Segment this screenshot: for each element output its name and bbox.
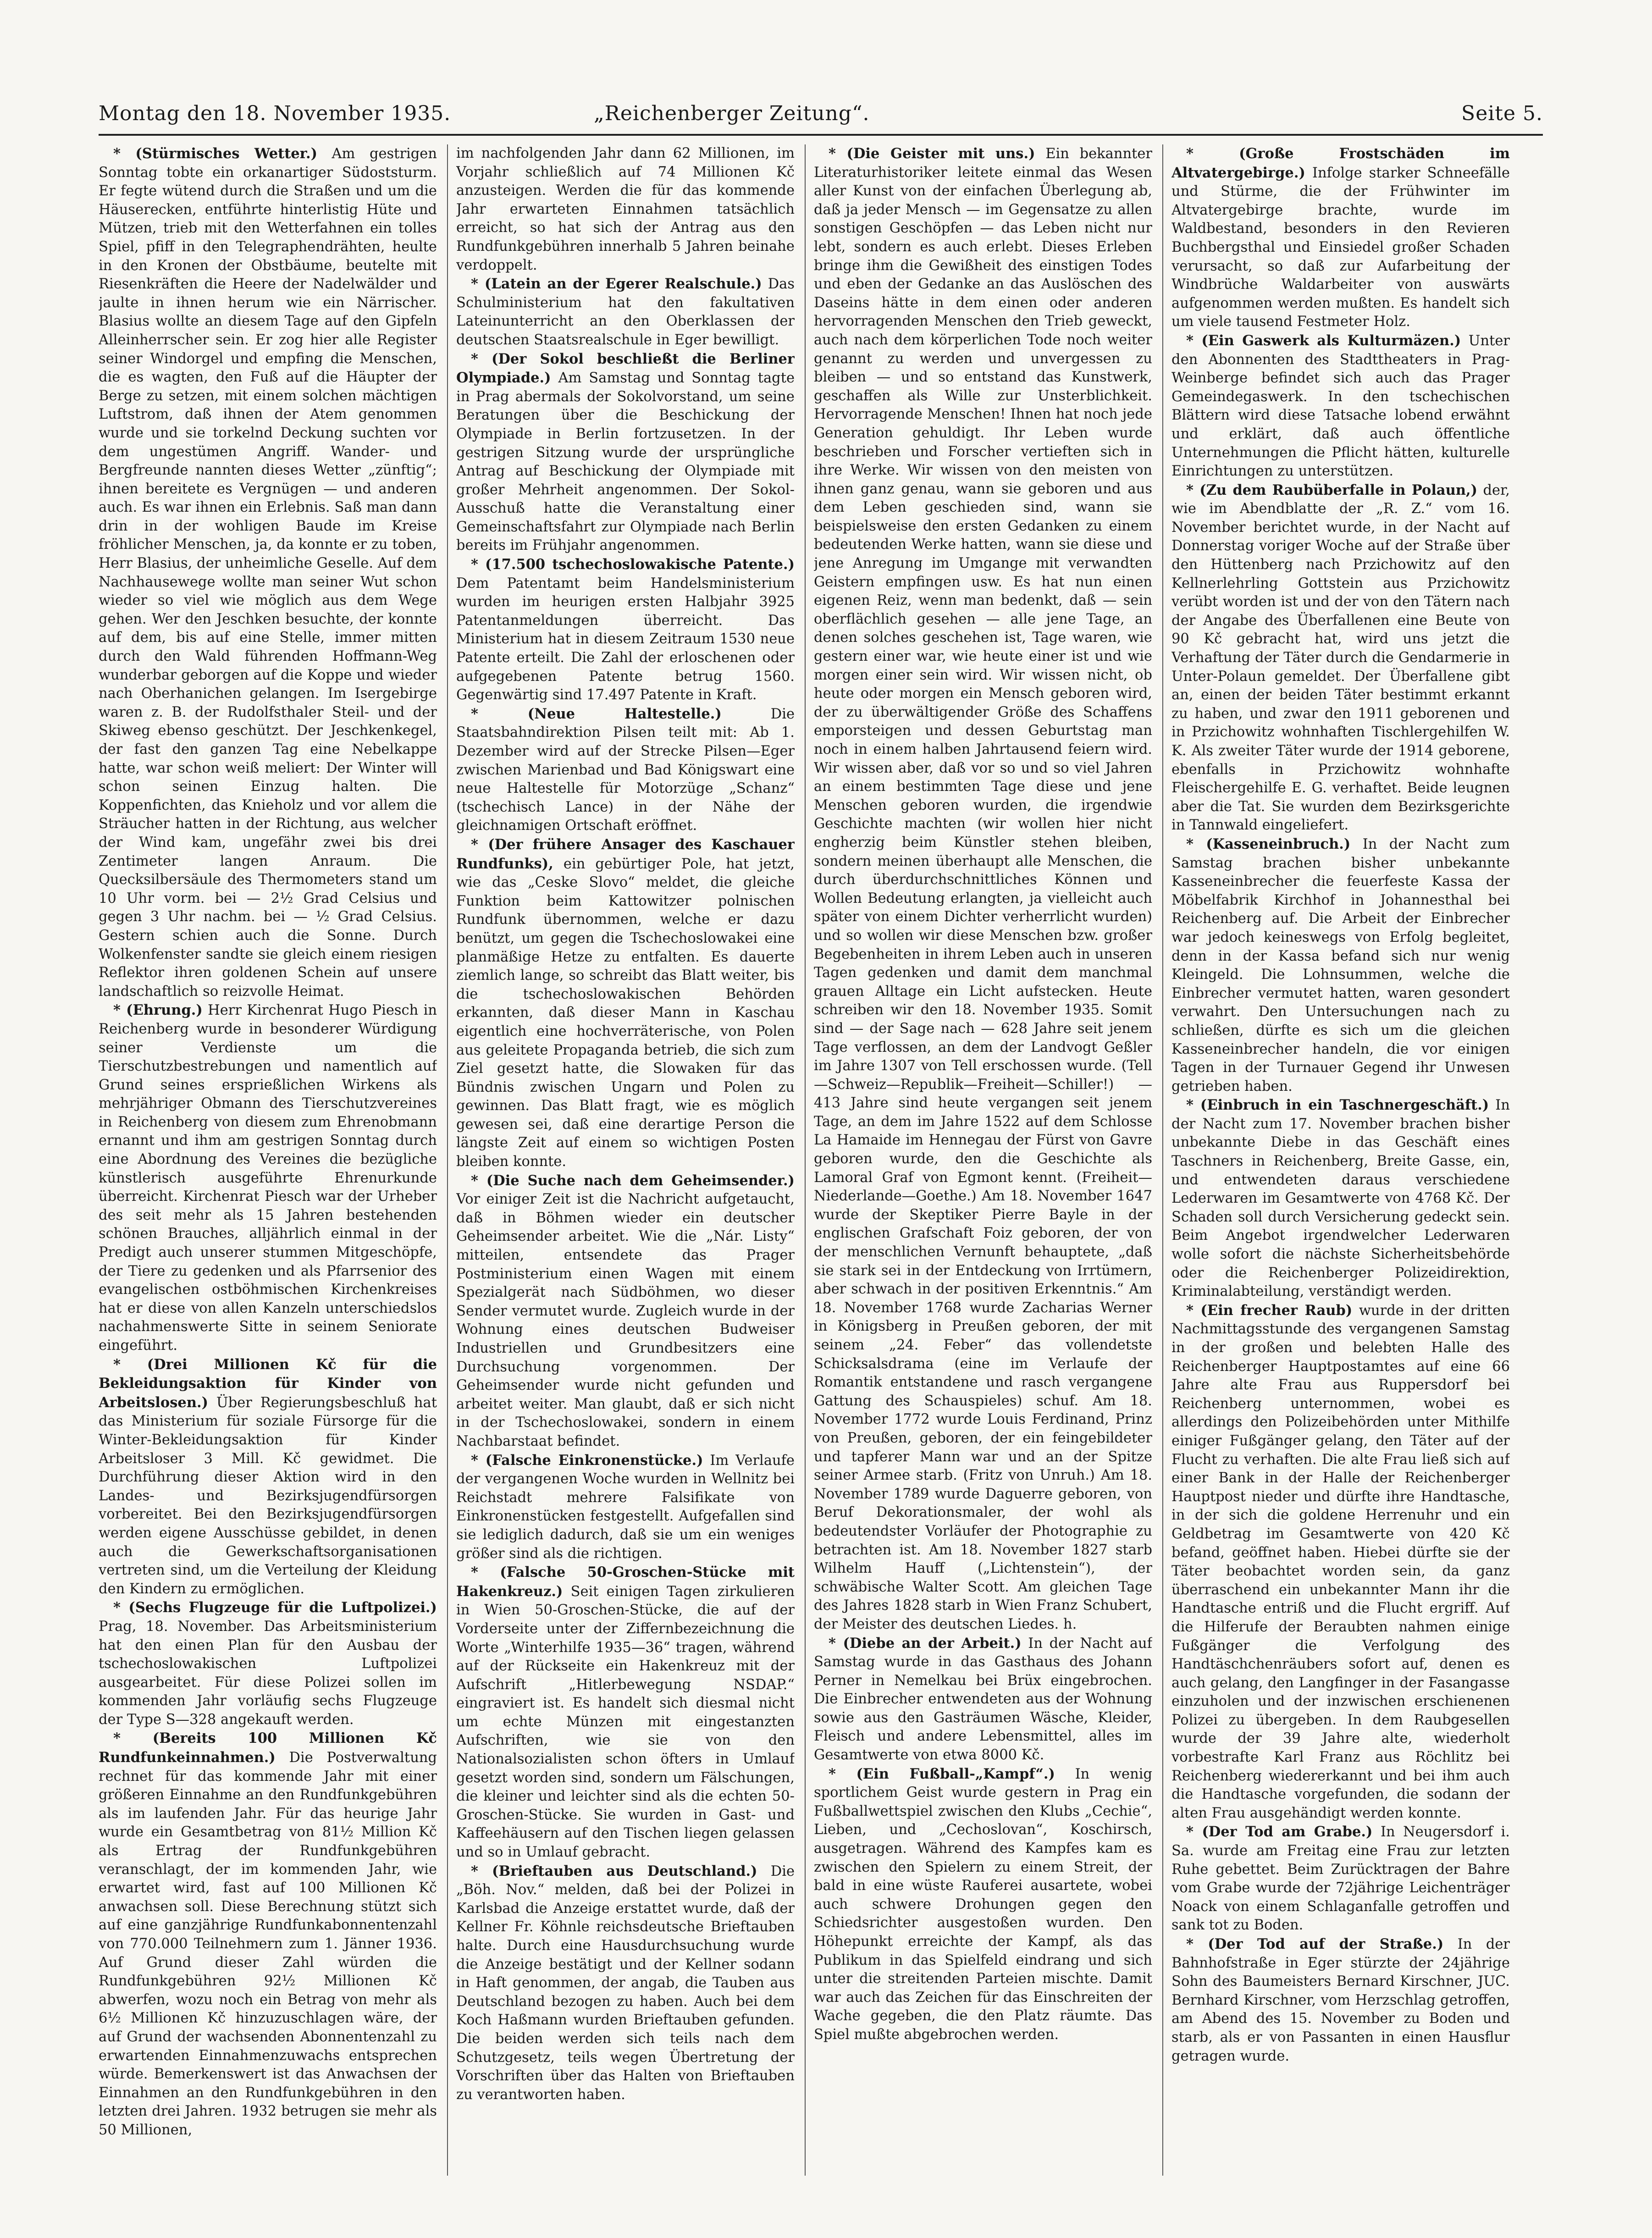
article-text: Infolge starker Schneefälle und Stürme, die der Frühwinter im Altvatergebirge brachte, wurde im Waldbestand, besonders in den Revieren Buchbergsthal und Einsiedel großer Schaden verursacht, so daß zur Aufarbeitung der Windbrüche Waldarbeiter von auswärts aufgenommen werden mußten. Es handelt sich um viele tausend Festmeter Holz. [1171,165,1510,330]
article-title: * (Der frühere Ansager des Kaschauer Rundfunks), [456,836,795,872]
article-text: ein gebürtiger Pole, hat jetzt, wie das „Ceske Slovo“ meldet, die gleiche Funktion beim Kattowitzer polnischen Rundfunk übernommen, welche er dazu benützt, um gegen die Tschechoslowakei eine planmäßige Hetze zu entfalten. Es dauerte ziemlich lange, so schreibt das Blatt weiter, bis die tschechoslowakischen Behörden erkannten, daß dieser Mann in Kaschau eigentlich eine hochverräterische, von Polen aus geleitete Propaganda betrieb, die sich zum Ziel gesetzt hatte, die Slowaken für das Bündnis zwischen Ungarn und Polen zu gewinnen. Das Blatt fragt, wie es möglich gewesen sei, daß eine derartige Person die längste Zeit auf einem so wichtigen Posten bleiben konnte. [456,856,795,1170]
article-text: Vor einiger Zeit ist die Nachricht aufgetaucht, daß in Böhmen wieder ein deutscher Geheimsender arbeitet. Wie die „Nár. Listy“ mitteilen, entsendete das Prager Postministerium einen Wagen mit einem Spezialgerät nach Südböhmen, wo dieser Sender vermutet wurde. Zugleich wurde in der Wohnung eines deutschen Budweiser Industriellen und Grundbesitzers eine Durchsuchung vorgenommen. Der Geheimsender wurde nicht gefunden und arbeitet weiter. Man glaubt, daß er sich nicht in der Tschechoslowakei, sondern in einem Nachbarstaat befindet. [456,1191,795,1449]
article-title: * (Latein an der Egerer Realschule.) [471,276,762,293]
issue-date: Montag den 18. November 1935. [99,102,451,125]
article [1171,1935,1510,2066]
page-number: Seite 5. [1461,102,1543,125]
article-title: * (Der Tod auf der Straße.) [1186,1936,1444,1952]
column-2 [456,144,795,2176]
article-text: In der Nacht zum Samstag brachen bisher unbekannte Kasseneinbrecher die feuerfeste Kassa der Möbelfabrik Kirchhof in Johannesthal bei Reichenberg auf. Die Arbeit der Einbrecher war jedoch keineswegs von Erfolg begleitet, denn in der Kassa befand sich nur wenig Kleingeld. Die Lohnsummen, welche die Einbrecher vermutet hatten, waren gesondert verwahrt. Den Untersuchungen nach zu schließen, dürfte es sich um die gleichen Kasseneinbrecher handeln, die vor einigen Tagen in der Turnauer Gegend ihr Unwesen getrieben haben. [1171,836,1510,1094]
article-title: * (Der Tod am Grabe.) [1186,1824,1373,1840]
article-text: In der Nacht zum 17. November brachen bisher unbekannte Diebe in das Geschäft eines Taschners in Reichenberg, Breite Gasse, ein, und entwendeten daraus verschiedene Lederwaren im Gesamtwerte von 4768 Kč. Der Schaden soll durch Versicherung gedeckt sein. Beim Angebot irgendwelcher Lederwaren wolle sofort die nächste Sicherheitsbehörde oder die Reichenberger Polizeidirektion, Kriminalabteilung, verständigt werden. [1171,1097,1510,1300]
column-divider [1162,144,1163,2176]
article [456,1862,795,2105]
article-text: wurde in der dritten Nachmittagsstunde des vergangenen Samstag in der großen und belebten Halle des Reichenberger Hauptpostamtes auf eine 66 Jahre alte Frau aus Ruppersdorf bei Reichenberg unternommen, wobei es allerdings den Polizeibehörden unter Mithilfe einiger Fußgänger gelang, den Täter auf der Flucht zu verhaften. Die alte Frau ließ sich auf einer Bank in der Halle der Reichenberger Hauptpost nieder und dürfte ihre Handtasche, in der sich die goldene Herrenuhr und ein Geldbetrag im Gesamtwerte von 420 Kč befand, geöffnet haben. Hiebei dürfte sie der Täter beobachtet worden sein, da ganz überraschend ein unbekannter Mann ihr die Handtasche entriß und die Flucht ergriff. Auf die Hilferufe der Beraubten nahmen einige Fußgänger die Verfolgung des Handtäschchenräubers sofort auf, denen es auch gelang, den Langfinger in der Fasangasse einzuholen und der inzwischen erschienenen Polizei zu übergeben. In dem Raubgesellen wurde der 39 Jahre alte, wiederholt vorbestrafte Karl Franz aus Röchlitz bei Reichenberg wiedererkannt und bei ihm auch die Handtasche vorgefunden, die sodann der alten Frau ausgehändigt werden konnte. [1171,1302,1510,1821]
article [1171,144,1510,332]
article-title: * (Drei Millionen Kč für die Bekleidungsaktion für Kinder von Arbeitslosen.) [99,1356,437,1411]
article [99,1598,437,1729]
article-text: im nachfolgenden Jahr dann 62 Millionen, im Vorjahr schließlich auf 74 Millionen Kč anzusteigen. Werden die für das kommende Jahr erwarteten Einnahmen tatsächlich erreicht, so hat sich der Antrag aus den Rundfunkgebühren innerhalb 5 Jahren beinahe verdoppelt. [456,145,795,273]
article [456,1171,795,1451]
article [1171,1823,1510,1935]
article-text: In Neugersdorf i. Sa. wurde am Freitag eine Frau zur letzten Ruhe gebettet. Beim Zurücktragen der Bahre vom Grabe wurde der 72jährige Leichenträger Noack von einem Schlaganfalle getroffen und sank tot zu Boden. [1171,1824,1510,1934]
article-text: Ein bekannter Literaturhistoriker leitete einmal das Wesen aller Kunst von der einfachen Überlegung ab, daß ja jeder Mensch — im Gegensatze zu allen sonstigen Geschöpfen — das Leben nicht nur lebt, sondern es auch erlebt. Dieses Erleben bringe ihm die Gewißheit des einstigen Todes und eben der Gedanke an das Auslöschen des Daseins hätte in dem einen oder anderen hervorragenden Menschen den Trieb geweckt, auch nach dem körperlichen Tode noch weiter genannt zu werden und unvergessen zu bleiben — und so entstand das Kunstwerk, geschaffen als Wille zur Unsterblichkeit. Hervorragende Menschen! Ihnen hat noch jede Generation gehuldigt. Ihr Leben wurde beschrieben und Forscher vertieften sich in ihre Werke. Wir wissen von den meisten von ihnen ganz genau, wann sie geboren und aus dem Leben geschieden sind, wann sie beispielsweise den ersten Gedanken zu einem bedeutenden Werke hatten, wann sie diese und jene Anregung im Umgange mit verwandten Geistern empfingen usw. Es hat nun einen eigenen Reiz, wenn man bedenkt, daß — sein oberflächlich gesehen — alle jene Tage, an denen solches geschehen ist, Tage waren, wie gestern einer war, wie heute einer ist und wie morgen einer sein wird. Wir wissen nicht, ob heute oder morgen ein Mensch geboren wird, der zu überwältigender Größe des Schaffens emporsteigen und dessen Geburtstag man noch in einem halben Jahrtausend feiern wird. Wir wissen aber, daß vor so und so viel Jahren an einem bestimmten Tage diese und jene Menschen geboren wurden, die irgendwie Geschichte machten (wir wollen hier nicht engherzig beim Künstler stehen bleiben, sondern meinen überhaupt alle Menschen, die durch überdurchschnittliches Können und Wollen Bedeutung erlangten, ja vielleicht auch später von einem Dichter verherrlicht wurden) und so wollen wir diese Menschen bzw. großer Begebenheiten in ihrem Leben auch in unseren Tagen gedenken und damit dem manchmal grauen Alltage ein Licht aufstecken. Heute schreiben wir den 18. November 1935. Somit sind — der Sage nach — 628 Jahre seit jenem Tage verflossen, an dem der Landvogt Geßler im Jahre 1307 von Tell erschossen wurde. (Tell—Schweiz—Republik—Freiheit—Schiller!) — 413 Jahre sind heute vergangen seit jenem Tage, an dem im Jahre 1522 auf dem Schlosse La Hamaide im Hennegau der Fürst von Gavre geboren wurde, den die Geschichte als Lamoral Graf von Egmont kennt. (Freiheit—Niederlande—Goethe.) Am 18. November 1647 wurde der Skeptiker Pierre Bayle in der englischen Grafschaft Foiz geboren, der von der menschlichen Vernunft behauptete, „daß sie stark sei in der Entdeckung von Irrtümern, aber schwach in der positiven Erkenntnis.“ Am 18. November 1768 wurde Zacharias Werner in Königsberg in Preußen geboren, der mit seinem „24. Feber“ das vollendetste Schicksalsdrama (eine im Verlaufe der Romantik entstandene und rasch vergangene Gattung des Schauspieles) schuf. Am 18. November 1772 wurde Louis Ferdinand, Prinz von Preußen, geboren, der ein feingebildeter und tapferer Mann war und an der Spitze seiner Armee starb. (Fritz von Unruh.) Am 18. November 1789 wurde Daguerre geboren, von Beruf Dekorationsmaler, der wohl als bedeutendster Vorläufer der Photographie zu betrachten ist. Am 18. November 1827 starb Wilhelm Hauff („Lichtenstein“), der schwäbische Walter Scott. Am gleichen Tage des Jahres 1828 starb in Wien Franz Schubert, der Meister des deutschen Liedes. h. [814,146,1152,1632]
article [814,144,1152,1634]
article-text: Die Postverwaltung rechnet für das kommende Jahr mit einer größeren Einnahme an den Rundfunkgebühren als im laufenden Jahr. Für das heurige Jahr wurde ein Gesamtbetrag von 81½ Million Kč als Ertrag der Rundfunkgebühren veranschlagt, der im kommenden Jahr, wie erwartet wird, fast auf 100 Millionen Kč anwachsen soll. Diese Berechnung stützt sich auf eine ganzjährige Rundfunkabonnentenzahl von 770.000 Teilnehmern zum 1. Jänner 1936. Auf Grund dieser Zahl würden die Rundfunkgebühren 92½ Millionen Kč abwerfen, wozu noch ein Betrag von mehr als 6½ Millionen Kč hinzuzuschlagen wäre, der auf Grund der wachsenden Abonnentenzahl zu erwartenden Einnahmenzuwachs entsprechen würde. Bemerkenswert ist das Anwachsen der Einnahmen an den Rundfunkgebühren in den letzten drei Jahren. 1932 betrugen sie mehr als 50 Millionen, [99,1750,437,2138]
column-4 [1171,144,1510,2176]
article [456,275,795,349]
article [814,1765,1152,2045]
article-text: Dem Patentamt beim Handelsministerium wurden im heurigen ersten Halbjahr 3925 Patentanmeldungen überreicht. Das Ministerium hat in diesem Zeitraum 1530 neue Patente erteilt. Die Zahl der erloschenen oder aufgegebenen Patente betrug 1560. Gegenwärtig sind 17.497 Patente in Kraft. [456,575,795,703]
page-header [99,102,1543,138]
article-text: Herr Kirchenrat Hugo Piesch in Reichenberg wurde in besonderer Würdigung seiner Verdienste um die Tierschutzbestrebungen und namentlich auf Grund seines ersprießlichen Wirkens als mehrjähriger Obmann des Tierschutzvereines in Reichenberg von diesem zum Ehrenobmann ernannt und ihm am gestrigen Sonntag durch eine Abordnung des Vereines die bezügliche künstlerisch ausgeführte Ehrenurkunde überreicht. Kirchenrat Piesch war der Urheber des seit mehr als 15 Jahren bestehenden schönen Brauches, alljährlich einmal in der Predigt auch unserer stummen Mitgeschöpfe, der Tiere zu gedenken und als Pfarrsenior des evangelischen ostböhmischen Kirchenkreises hat er diese von allen Kanzeln unterschiedslos nachahmenswerte Sitte in seinem Seniorate eingeführt. [99,1002,437,1354]
article-text: In der Nacht auf Samstag wurde in das Gasthaus des Johann Perner in Nemelkau bei Brüx eingebrochen. Die Einbrecher entwendeten aus der Wohnung sowie aus den Gasträumen Wäsche, Kleider, Fleisch und andere Lebensmittel, alles im Gesamtwerte von etwa 8000 Kč. [814,1635,1152,1763]
article [456,555,795,705]
column-1 [99,144,437,2176]
article-title: * (Ehrung.) [113,1002,203,1019]
article-title: * (Sechs Flugzeuge für die Luftpolizei.) [113,1599,437,1616]
article [814,1634,1152,1765]
article-text: Am gestrigen Sonntag tobte ein orkanartiger Südoststurm. Er fegte wütend durch die Straßen und um die Häuserecken, entführte hinterlistig Hüte und Mützen, trieb mit den Wetterfahnen ein tolles Spiel, pfiff in den Telegraphendrähten, heulte in den Kronen der Obstbäume, beutelte mit Riesenkräften die Heere der Nadelwälder und jaulte in ihnen herum wie ein Närrischer. Blasius wollte an diesem Tage auf den Gipfeln Alleinherrscher sein. Er zog hier alle Register seiner Windorgel und empfing die Menschen, die es wagten, den Fuß auf die Häupter der Berge zu setzen, mit einem solchen mächtigen Luftstrom, daß ihnen der Atem genommen wurde und sie torkelnd Deckung suchten vor dem ungestümen Angriff. Wander- und Bergfreunde nannten dieses Wetter „zünftig“; ihnen bereitete es Vergnügen — und anderen auch. Es war ihnen ein Erlebnis. Saß man dann drin in der wohligen Baude im Kreise fröhlicher Menschen, ja, da konnte er zu toben, Herr Blasius, der unheimliche Geselle. Auf dem Nachhausewege wollte man seiner Wut schon wieder so viel wie möglich aus dem Wege gehen. Wer den Jeschken besuchte, der konnte auf dem, bis auf eine Stelle, immer mitten durch den Wald führenden Hoffmann-Weg wunderbar geborgen auf die Koppe und wieder nach Oberhanichen gelangen. Im Isergebirge waren z. B. der Rudolfsthaler Steil- und der Skiweg ebenso geschützt. Der Jeschkenkegel, der fast den ganzen Tag eine Nebelkappe hatte, war schon weiß meliert: Der Winter will schon seinen Einzug halten. Die Koppenfichten, das Knieholz und vor allem die Sträucher hatten in der Richtung, aus welcher der Wind kam, ungefähr zwei bis drei Zentimeter langen Anraum. Die Quecksilbersäule des Thermometers stand um 10 Uhr vorm. bei — 2½ Grad Celsius und gegen 3 Uhr nachm. bei — ½ Grad Celsius. Gestern schien auch die Sonne. Durch Wolkenfenster sandte sie gleich einem riesigen Reflektor ihren goldenen Schein auf unsere landschaftlich so reizvolle Heimat. [99,146,437,1000]
article [99,1355,437,1599]
article [456,705,795,835]
article-title: * (Bereits 100 Millionen Kč Rundfunkeinnahmen.) [99,1730,437,1766]
article-title: * (Diebe an der Arbeit.) [829,1635,1022,1652]
article-text: In wenig sportlichem Geist wurde gestern in Prag ein Fußballwettspiel zwischen den Klubs „Cechie“, Lieben, und „Cechoslovan“, Koschirsch, ausgetragen. Während des Kampfes kam es zwischen den Spielern zu einem Streit, der bald in eine wüste Rauferei ausartete, wobei auch schwere Drohungen gegen den Schiedsrichter ausgestoßen wurden. Den Höhepunkt erreichte der Kampf, als das Publikum in das Spielfeld eindrang und sich unter die streitenden Parteien mischte. Damit war auch das Zeichen für das Einschreiten der Wache gegeben, die den Platz räumte. Das Spiel mußte abgebrochen werden. [814,1766,1152,2043]
header-rule [99,134,1543,136]
article-title: * (Ein frecher Raub) [1186,1302,1353,1319]
article [99,144,437,1001]
article-text: Am Samstag und Sonntag tagte in Prag abermals der Sokolvorstand, um seine Beratungen über die Beschickung der Olympiade in Berlin fortzusetzen. In der gestrigen Sitzung wurde der ursprüngliche Antrag auf Beschickung der Olympiade mit großer Mehrheit angenommen. Der Sokol-Ausschuß hatte die Veranstaltung einer Gemeinschaftsfahrt zur Olympiade nach Berlin bereits im Frühjahr angenommen. [456,370,795,554]
article-title: * (Falsche 50-Groschen-Stücke mit Hakenkreuz.) [456,1564,795,1600]
article [1171,481,1510,835]
article [1171,1301,1510,1823]
newspaper-title: „Reichenberger Zeitung“. [594,102,870,125]
article-text: der, wie im Abendblatte der „R. Z.“ vom 16. November berichtet wurde, in der Nacht auf Donnerstag voriger Woche auf der Straße über den Hüttenberg nach Przichowitz auf den Kellnerlehrling Gottstein aus Przichowitz verübt worden ist und der von den Tätern nach der Angabe des Überfallenen eine Beute von 90 Kč gebracht hat, wird uns jetzt die Verhaftung der Täter durch die Gendarmerie in Unter-Polaun gemeldet. Der Überfallene gibt an, einen der beiden Täter bestimmt erkannt zu haben, und zwar den 1911 geborenen und in Przichowitz wohnhaften Tischlergehilfen W. K. Als zweiter Täter wurde der 1914 geborene, ebenfalls in Przichowitz wohnhafte Fleischergehilfe E. G. verhaftet. Beide leugnen aber die Tat. Sie wurden dem Bezirksgerichte in Tannwald eingeliefert. [1171,482,1510,834]
article-title: * (Brieftauben aus Deutschland.) [471,1862,757,1879]
article-title: * (Ein Gaswerk als Kulturmäzen.) [1186,332,1461,349]
article-title: * (Der Sokol beschließt die Berliner Olympiade.) [456,350,795,387]
article-title: * (Einbruch in ein Taschnergeschäft.) [1186,1097,1489,1114]
article-text: Prag, 18. November. Das Arbeitsministerium hat den einen Plan für den Ausbau der tschechoslowakischen Luftpolizei ausgearbeitet. Für diese Polizei sollen im kommenden Jahr vorläufig sechs Flugzeuge der Type S—328 angekauft werden. [99,1618,437,1728]
article-title: * (Zu dem Raubüberfalle in Polaun,) [1186,481,1478,498]
article [99,1001,437,1355]
article-title: * (Stürmisches Wetter.) [113,145,318,162]
article-text: Die „Böh. Nov.“ melden, daß bei der Polizei in Karlsbad die Anzeige erstattet wurde, daß der Kellner Fr. Köhnle reichsdeutsche Brieftauben halte. Durch eine Hausdurchsuchung wurde die Anzeige bestätigt und der Kellner sodann in Haft genommen, der angab, die Tauben aus Deutschland bezogen zu haben. Auch bei dem Koch Haßmann wurden Brieftauben gefunden. Die beiden werden sich teils nach dem Schutzgesetz, teils wegen Übertretung der Vorschriften über das Halten von Brieftauben zu verantworten haben. [456,1863,795,2103]
article [1171,332,1510,481]
article [99,1729,437,2139]
article-title: * (Falsche Einkronenstücke.) [471,1452,703,1469]
article-title: * (Die Suche nach dem Geheimsender.) [471,1172,795,1189]
article-text: Im Verlaufe der vergangenen Woche wurden in Wellnitz bei Reichstadt mehrere Falsifikate von Einkronenstücken festgestellt. Aufgefallen sind sie lediglich dadurch, daß sie um ein weniges größer sind als die richtigen. [456,1452,795,1562]
article-title: * (Kasseneinbruch.) [1186,835,1351,852]
article [1171,1096,1510,1301]
article-text: In der Bahnhofstraße in Eger stürzte der 24jährige Sohn des Baumeisters Bernard Kirschner, JUC. Bernhard Kirschner, vom Herzschlag getroffen, am Abend des 15. November zu Boden und starb, als er von Passanten in einen Hausflur getragen wurde. [1171,1936,1510,2064]
article [456,835,795,1171]
article-title: * (Die Geister mit uns.) [829,145,1035,162]
article-text: Das Schulministerium hat den fakultativen Lateinunterricht an den Oberklassen der deutschen Staatsrealschule in Eger bewilligt. [456,276,795,348]
column-3 [814,144,1152,2176]
article [456,1451,795,1564]
article-title: * (Ein Fußball-„Kampf“.) [829,1765,1055,1782]
article-text: Unter den Abonnenten des Stadttheaters in Prag-Weinberge befindet sich auch das Prager Gemeindegaswerk. In den tschechischen Blättern wird diese Tatsache lobend erwähnt und erklärt, daß auch öffentliche Unternehmungen die Pflicht hätten, kulturelle Einrichtungen zu unterstützen. [1171,332,1510,480]
article [1171,835,1510,1096]
article-text: Die Staatsbahndirektion Pilsen teilt mit: Ab 1. Dezember wird auf der Strecke Pilsen—Eger zwischen Marienbad und Bad Königswart eine neue Haltestelle für Motorzüge „Schanz“ (tschechisch Lance) in der Nähe der gleichnamigen Ortschaft eröffnet. [456,706,795,834]
column-divider [805,144,806,2176]
article-text: Seit einigen Tagen zirkulieren in Wien 50-Groschen-Stücke, die auf der Vorderseite unter der Ziffernbezeichnung die Worte „Winterhilfe 1935—36“ tragen, während auf der Rückseite ein Hakenkreuz mit der Aufschrift „Hitlerbewegung NSDAP.“ eingraviert ist. Es handelt sich diesmal nicht um echte Münzen mit eingestanzten Aufschriften, wie sie von den Nationalsozialisten schon öfters in Umlauf gesetzt worden sind, sondern um Fälschungen, die kleiner und leichter sind als die echten 50-Groschen-Stücke. Sie wurden in Gast- und Kaffeehäusern auf den Tischen liegen gelassen und so in Umlauf gebracht. [456,1583,795,1861]
article-title: * (Große Frostschäden im Altvatergebirge.) [1171,145,1510,181]
article [456,1563,795,1862]
article-title: * (17.500 tschechoslowakische Patente.) [471,556,795,573]
article [456,350,795,556]
article-text: Über Regierungsbeschluß hat das Ministerium für soziale Fürsorge für die Winter-Bekleidungsaktion für Kinder Arbeitsloser 3 Mill. Kč gewidmet. Die Durchführung dieser Aktion wird in den Landes- und Bezirksjugendfürsorgen vorbereitet. Bei den Bezirksjugendfürsorgen werden eigene Ausschüsse gebildet, in denen auch die Gewerkschaftsorganisationen vertreten sind, um die Verteilung der Kleidung den Kindern zu ermöglichen. [99,1394,437,1597]
article [456,144,795,275]
column-divider [447,144,448,2176]
article-title: * (Neue Haltestelle.) [471,705,722,722]
